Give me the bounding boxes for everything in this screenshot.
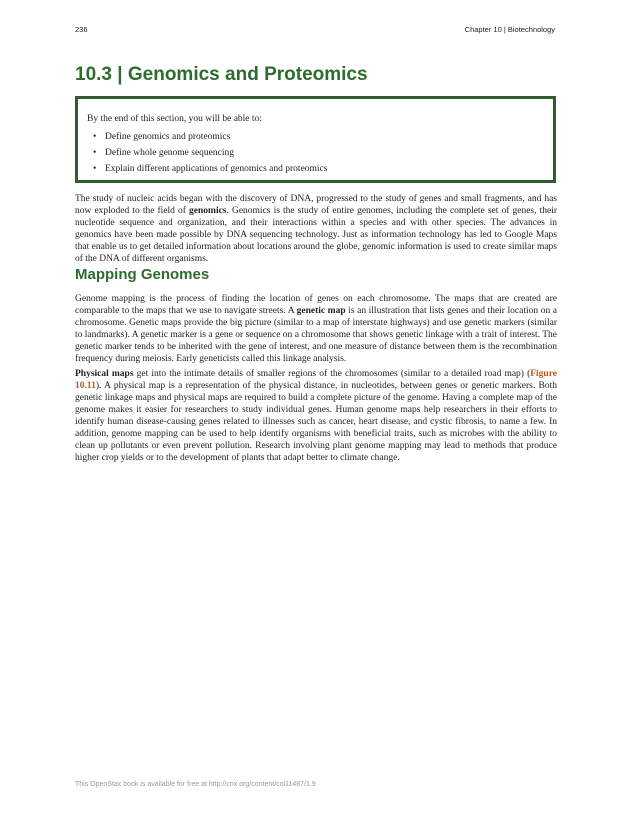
objective-item: • Define whole genome sequencing xyxy=(78,147,553,159)
section-separator: | xyxy=(117,64,123,85)
paragraph-text-continued: is an illustration that lists genes and their location on a chromosome. Genetic maps provide the big picture (similar to a map of interstate highways) and use genetic markers (similar to landmarks). A genetic marker is a gene or sequence on a chromosome that shows genetic linkage with a trait of interest. The genetic marker tends to be inherited with the gene of interest, and one measure of distance between them is the recombination frequency during meiosis. Early geneticists called this linkage analysis. xyxy=(75,306,557,364)
page-footer: This OpenStax book is available for free at http://cnx.org/content/col11487/1.9 xyxy=(75,781,316,788)
objective-item: • Define genomics and proteomics xyxy=(78,131,553,143)
section-title: Genomics and Proteomics xyxy=(127,64,368,85)
figure-link[interactable]: Figure 10.11 xyxy=(75,369,557,391)
mapping-genomes-heading: Mapping Genomes xyxy=(75,266,210,283)
paragraph-text: Genome mapping is the process of finding the location of genes on each chromosome. The maps that are created are comparable to the maps that we use to navigate streets. A xyxy=(75,294,557,316)
physical-map-paragraph xyxy=(75,368,557,464)
chapter-title: Chapter 10 | Biotechnology xyxy=(464,25,555,34)
intro-text: The study of nucleic acids began with the discovery of DNA, progressed to the study of genes and small fragments, and has now exploded to the field of xyxy=(75,194,557,216)
term-genomics: genomics xyxy=(189,206,227,216)
term-genetic-map: genetic map xyxy=(296,306,346,316)
intro-text-continued: . Genomics is the study of entire genomes, including the complete set of genes, their nucleotide sequence and organization, and their interactions within a species and with other species. The advances in genomics have been made possible by DNA sequencing technology. Just as information technology has led to Google Maps that enable us to get detailed information about locations around the globe, genomic information is used to create similar maps of the DNA of different organisms. xyxy=(75,206,557,264)
term-physical-maps: Physical maps xyxy=(75,369,134,379)
objectives-intro: By the end of this section, you will be able to: xyxy=(87,114,262,124)
page-header xyxy=(75,25,555,34)
objective-item: • Explain different applications of genomics and proteomics xyxy=(78,163,553,175)
section-number: 10.3 xyxy=(75,64,112,85)
section-heading xyxy=(75,64,570,86)
objectives-list xyxy=(78,131,553,175)
page-number: 236 xyxy=(75,25,88,34)
intro-paragraph xyxy=(75,193,557,265)
genetic-map-paragraph xyxy=(75,293,557,365)
paragraph-text: get into the intimate details of smaller regions of the chromosomes (similar to a detailed road map) ( xyxy=(133,369,531,379)
paragraph-text-continued: ). A physical map is a representation of the physical distance, in nucleotides, between genes or genetic markers. Both genetic linkage maps and physical maps are required to build a complete picture of the genome. Having a complete map of the genome makes it easier for researchers to study individual genes. Human genome maps help researchers in their efforts to identify human disease-causing genes related to illnesses such as cancer, heart disease, and cystic fibrosis, to name a few. In addition, genome mapping can be used to help identify organisms with beneficial traits, such as microbes with the ability to clean up pollutants or even prevent pollution. Research involving plant genome mapping may lead to methods that produce higher crop yields or to the development of plants that adapt better to climate change. xyxy=(75,381,557,463)
learning-objectives-box xyxy=(75,96,556,183)
